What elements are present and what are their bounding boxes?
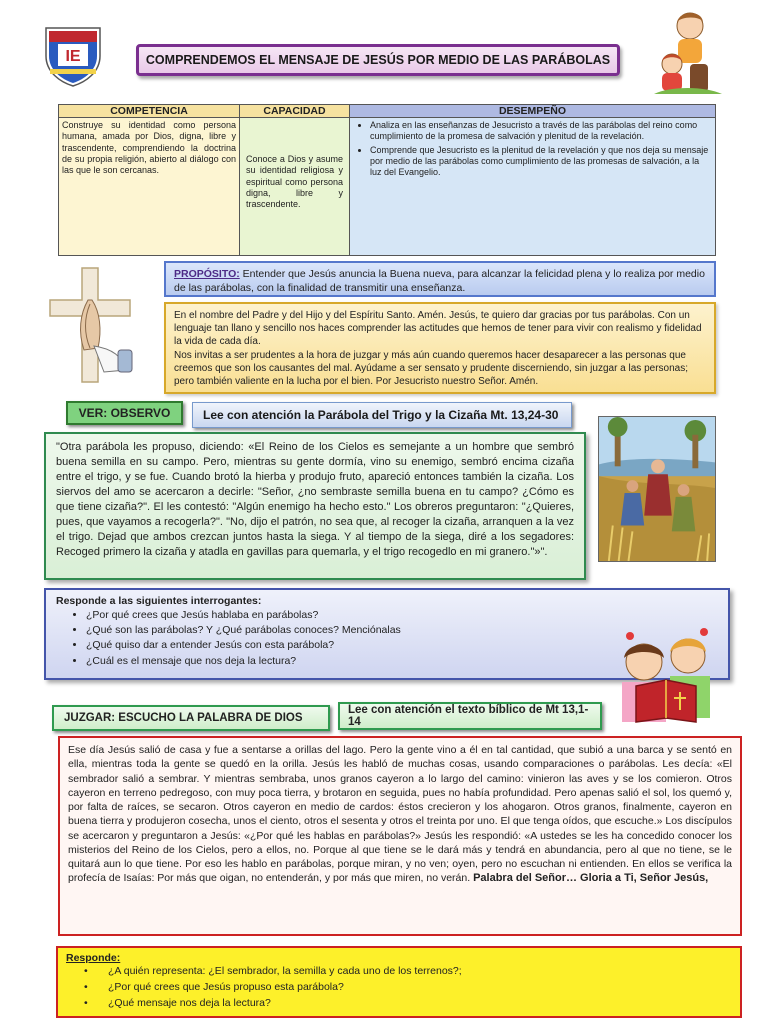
ver-parable-text: "Otra parábola les propuso, diciendo: «El Reino de los Cielos es semejante a un hombre que sembró buena semilla en su campo. Pero, mientras su gente dormía, vino su enemigo, sembró encima cizaña entre el trigo, y se fue. Cuando brotó la hierba y produjo fruto, apareció entonces también la cizaña. Los siervos del amo se acercaron a decirle: "Señor, ¿no sembraste semilla buena en tu campo? ¿Cómo es que tiene cizaña?". El les contestó: "Algún enemigo ha hecho esto." Los obreros preguntaron: "¿Quieres, pues, que vayamos a recogerla?". "No, dijo el patrón, no sea que, al recoger la cizaña, arranquen a la vez el trigo. Dejad que ambos crezcan juntos hasta la siega. Y al tiempo de la siega, diré a los segadores: Recoged primero la cizaña y atadla en gavillas para quemarla, y el trigo recogedlo en mi granero."»". bbox=[44, 432, 586, 580]
ver-reading-instruction: Lee con atención la Parábola del Trigo y la Cizaña Mt. 13,24-30 bbox=[192, 402, 572, 428]
desempeno-item: • Analiza en las enseñanzas de Jesucristo a través de las parábolas del reino como cumplimiento de la promesa de salvación y plenitud de la revelación. bbox=[370, 120, 709, 143]
header-capacidad: CAPACIDAD bbox=[240, 105, 350, 118]
page-title bbox=[136, 44, 620, 76]
praying-hands-cross-icon bbox=[42, 266, 138, 384]
proposito-label: PROPÓSITO: bbox=[174, 268, 240, 280]
responde-title: Responde: bbox=[66, 952, 121, 964]
juzgar-gospel-body: Ese día Jesús salió de casa y fue a sentarse a orillas del lago. Pero la gente vino a él en tal cantidad, que subió a una barca y se sentó en ella, mientras toda la gente se quedó en la orilla. Jesús les habló de muchas cosas, usando comparaciones o parábolas. Les decía: «El sembrador salió a sembrar. Y mientras sembraba, unos granos cayeron a lo largo del camino: vinieron las aves y se los comieron. Otros cayeron en terreno pedregoso, con muy poca tierra, y brotaron en seguida, pues no había profundidad. Pero apenas salió el sol, los quemó y, por falta de raíces, se secaron. Otros cayeron en medio de cardos: éstos crecieron y los ahogaron. Otros granos, finalmente, cayeron en buena tierra y produjeron cosecha, unos el ciento, otros el sesenta y otros el treinta por uno. El que tenga oídos, que escuche.» Los discípulos se acercaron y preguntaron a Jesús: «¿Por qué les hablas en parábolas?» Jesús les respondió: «A ustedes se les ha concedido conocer los misterios del Reino de los Cielos, pero a ellos, no. Porque al que tiene se le dará más y tendrá en abundancia, pero al que no tiene, se le quitará aun lo que tiene. Por eso les hablo en parábolas, porque miran, y no ven; oyen, pero no escuchan ni entienden. En ellos se verifica la profecía de Isaías: Por más que oigan, no entenderán, y por más que miren, no verán. bbox=[68, 744, 732, 885]
juzgar-closing: Palabra del Señor… Gloria a Ti, Señor Jesús, bbox=[473, 872, 709, 885]
question-item: • ¿Qué son las parábolas? Y ¿Qué parábolas conoces? Menciónalas bbox=[86, 623, 718, 638]
ver-section-label: VER: OBSERVO bbox=[66, 401, 183, 425]
prayer-box bbox=[164, 302, 716, 394]
children-reading-bible-illustration bbox=[600, 622, 730, 734]
proposito-text: Entender que Jesús anuncia la Buena nueva, para alcanzar la felicidad plena y lo realiza por medio de las parábolas, con la finalidad de transmitir una enseñanza. bbox=[174, 268, 705, 295]
children-illustration bbox=[650, 6, 725, 98]
header-desempeno: DESEMPEÑO bbox=[350, 105, 716, 118]
page-title-text: COMPRENDEMOS EL MENSAJE DE JESÚS POR MEDIO DE LAS PARÁBOLAS bbox=[145, 53, 611, 67]
cell-capacidad: Conoce a Dios y asume su identidad religiosa y espiritual como persona digna, libre y trascendente. bbox=[240, 118, 350, 256]
responde-box bbox=[56, 946, 742, 1018]
juzgar-gospel-text bbox=[58, 736, 742, 936]
logo-text: IE bbox=[65, 48, 81, 65]
prayer-paragraph: Nos invitas a ser prudentes a la hora de juzgar y más aún cuando queremos hacer desaparecer a las personas que creemos que son los causantes del mal. Ayúdame a ser sensato y prudente discerniendo, sin juzgar a las personas; pero también valiente en la lucha por el bien. Por Jesucristo nuestro Señor. Amén. bbox=[174, 349, 688, 387]
prayer-paragraph: En el nombre del Padre y del Hijo y del Espíritu Santo. Amén. Jesús, te quiero dar gracias por tus parábolas. Con un lenguaje tan llano y sencillo nos haces comprender las actitudes que hemos de tener para vivir con realismo y fidelidad la vida de cada día. bbox=[174, 310, 702, 348]
preguntas-title: Responde a las siguientes interrogantes: bbox=[56, 595, 262, 607]
cell-desempeno bbox=[350, 118, 716, 256]
school-logo bbox=[40, 22, 106, 88]
responde-item: • ¿Por qué crees que Jesús propuso esta parábola? bbox=[84, 980, 732, 996]
competency-table bbox=[58, 104, 716, 256]
proposito-box bbox=[164, 261, 716, 297]
parable-wheat-field-illustration bbox=[598, 416, 716, 562]
cell-competencia: Construye su identidad como persona humana, amada por Dios, digna, libre y trascendente, comprendiendo la doctrina de su propia religión, abierto al diálogo con las que le son cercanas. bbox=[59, 118, 240, 256]
responde-item: • ¿A quién representa: ¿El sembrador, la semilla y cada uno de los terrenos?; bbox=[84, 964, 732, 980]
juzgar-section-label: JUZGAR: ESCUCHO LA PALABRA DE DIOS bbox=[52, 705, 330, 731]
question-item: • ¿Cuál es el mensaje que nos deja la lectura? bbox=[86, 654, 718, 669]
question-item: • ¿Por qué crees que Jesús hablaba en parábolas? bbox=[86, 608, 718, 623]
desempeno-item: • Comprende que Jesucristo es la plenitud de la revelación y que nos deja su mensaje por medio de las parábolas como cumplimiento de las promesas de salvación, a la luz del Evangelio. bbox=[370, 145, 709, 179]
responde-item: • ¿Qué mensaje nos deja la lectura? bbox=[84, 996, 732, 1012]
header-competencia: COMPETENCIA bbox=[59, 105, 240, 118]
question-item: • ¿Qué quiso dar a entender Jesús con esta parábola? bbox=[86, 638, 718, 653]
juzgar-reading-instruction: Lee con atención el texto bíblico de Mt 13,1-14 bbox=[338, 702, 602, 730]
